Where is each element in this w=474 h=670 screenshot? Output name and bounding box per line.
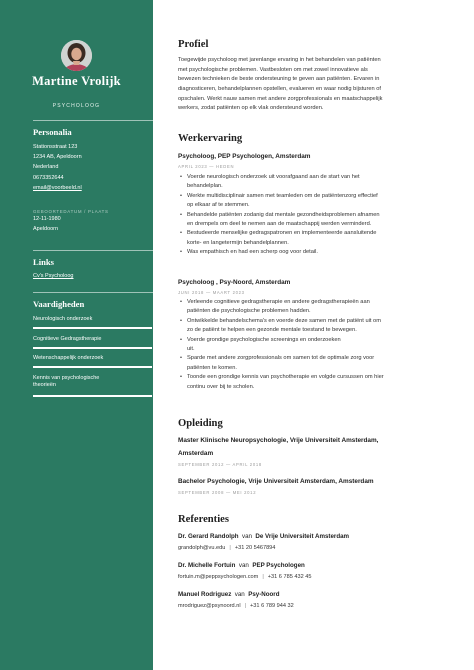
bullet-item	[178, 229, 448, 248]
profile-line: diagnosticeren, behandelplannen opstellen, evalueren en waar nodig bijsturen of	[178, 86, 382, 93]
skill-name: Wetenschappelijk onderzoek	[33, 355, 104, 361]
bullet-item	[178, 317, 448, 336]
bullet-text: Behandelde patiënten zodanig dat mentale gezondheidsproblemen afnamen	[187, 211, 380, 218]
reference-contact: fortuin.m@peppsychologen.com | +31 6 785 432 45	[178, 574, 312, 580]
reference-contact: grandolph@vu.edu | +31 20 5467894	[178, 545, 276, 551]
skill-name: Neurologisch onderzoek	[33, 316, 93, 322]
skills-heading: Vaardigheden	[33, 299, 85, 309]
birth-date: 12-11-1980	[33, 216, 61, 222]
bullet-text: Voerde neurologisch onderzoek uit voorafgaand aan de start van het	[187, 174, 360, 180]
email-link[interactable]: email@voorbeeld.nl	[33, 184, 82, 191]
personal-details	[33, 142, 82, 193]
divider	[33, 250, 153, 251]
reference-phone: +31 6 789 944 32	[250, 603, 294, 609]
skill-level-fill	[33, 366, 152, 368]
bullet-text: continu over bij te scholen.	[187, 383, 255, 390]
bullet-dot-icon: •	[180, 374, 182, 381]
education-title: Master Klinische Neuropsychologie, Vrije Universiteit Amsterdam,	[178, 437, 379, 444]
bullet-item	[178, 248, 448, 257]
skill-level-fill	[33, 327, 152, 329]
reference-phone: +31 20 5467894	[234, 545, 276, 551]
education-dates: SEPTEMBER 2008 — MEI 2012	[178, 490, 257, 495]
bullet-item	[178, 373, 448, 392]
sidebar	[0, 0, 153, 670]
references-heading: Referenties	[178, 514, 229, 525]
address-line: Nederland	[33, 164, 59, 171]
skill-level-fill	[33, 347, 152, 349]
birth-label: GEBOORTEDATUM / PLAATS	[33, 209, 109, 214]
bullet-text: Werkte multidisciplinair samen met teamleden om de patiëntenzorg effectief	[187, 192, 378, 199]
bullet-dot-icon: •	[180, 192, 182, 199]
bullet-text: Was empathisch en had een scherp oog voor detail.	[187, 249, 318, 256]
bullet-item	[178, 298, 448, 317]
bullet-text: zo de patiënt te helpen een gezonde mentale toestand te bewegen.	[187, 327, 357, 334]
reference-email[interactable]: fortuin.m@peppsychologen.com	[178, 574, 259, 580]
bullet-text: patiënten te komen.	[187, 364, 237, 371]
bullet-text: behandelplan.	[187, 183, 223, 190]
bullet-text: Ontwikkelde behandelschema's en voerde deze samen met de patiënt uit om	[187, 317, 381, 324]
bullet-text: patiënten die psychologische problemen hadden.	[187, 308, 311, 315]
divider	[33, 292, 153, 293]
bullet-dot-icon: •	[180, 174, 182, 180]
job-title: Psycholoog, PEP Psychologen, Amsterdam	[178, 153, 311, 160]
skill-level-bar	[33, 327, 152, 329]
education-title: Amsterdam	[178, 450, 214, 457]
birth-details	[33, 214, 61, 234]
profile-line: opschalen. Werkt nauw samen met andere zorgprofessionals en maatschappelijk	[178, 95, 383, 102]
profile-line: bewezen technieken de beste ondersteuning te geven aan patiënten. Ervaren in	[178, 76, 380, 83]
skill-level-bar	[33, 395, 152, 397]
bullet-item	[178, 173, 448, 192]
personalia-heading: Personalia	[33, 127, 72, 137]
reference-name: Manuel Rodriguez van Psy-Noord	[178, 591, 280, 598]
portfolio-link[interactable]: Cv's Psycholoog	[33, 273, 74, 279]
candidate-title: PSYCHOLOOG	[52, 103, 101, 109]
bullet-text: en drempels om deel te nemen aan de maatschappij werden verminderd.	[187, 220, 372, 227]
bullet-text: korte- en langetermijn behandelplannen.	[187, 239, 289, 246]
profile-heading: Profiel	[178, 39, 209, 50]
bullet-dot-icon: •	[180, 211, 182, 218]
person-photo-icon	[61, 40, 92, 71]
bullet-item	[178, 211, 448, 230]
bullet-text: Verleende cognitieve gedragstherapie en andere gedragstherapieën aan	[187, 299, 370, 305]
skill-name: Cognitieve Gedragstherapie	[33, 336, 102, 342]
links-heading: Links	[33, 257, 55, 267]
bullet-item	[178, 336, 448, 355]
avatar	[61, 40, 92, 71]
job-title: Psycholoog , Psy-Noord, Amsterdam	[178, 279, 291, 286]
bullet-text: Sparde met andere zorgprofessionals om samen tot de optimale zorg voor	[187, 355, 375, 362]
bullet-dot-icon: •	[180, 317, 182, 324]
profile-text	[178, 56, 440, 114]
skill-level-bar	[33, 347, 152, 349]
job-bullets	[178, 298, 448, 392]
reference-email[interactable]: mrodriguez@psynoord.nl	[178, 603, 241, 609]
bullet-text: Toonde een grondige kennis van psychotherapie en volgde cursussen om hier	[187, 374, 384, 381]
bullet-dot-icon: •	[180, 230, 182, 237]
bullet-dot-icon: •	[180, 336, 182, 343]
reference-email[interactable]: grandolph@vu.edu	[178, 545, 226, 551]
education-heading: Opleiding	[178, 418, 223, 429]
profile-line: Toegewijde psycholoog met jarenlange ervaring in het behandelen van patiënten	[178, 57, 381, 63]
candidate-name: Martine Vrolijk	[32, 74, 121, 88]
bullet-dot-icon: •	[180, 355, 182, 362]
bullet-text: uit.	[187, 345, 195, 352]
skill-name-line: theorieën	[33, 382, 56, 389]
phone-number: 0673352644	[33, 174, 64, 181]
address-line: 1234 AB, Apeldoorn	[33, 154, 82, 161]
profile-line: werkers, zodat patiënten op elk vlak ondersteund worden.	[178, 105, 324, 112]
bullet-text: Voerde grondige psychologische screenings en onderzoeken	[187, 336, 341, 343]
education-dates: SEPTEMBER 2012 — APRIL 2018	[178, 462, 262, 467]
skill-level-bar	[33, 366, 152, 368]
job-dates: APRIL 2023 — HEDEN	[178, 164, 235, 169]
job-dates: JUNI 2018 — MAART 2023	[178, 290, 245, 295]
bullet-text: op elkaar af te stemmen.	[187, 202, 250, 209]
reference-contact: mrodriguez@psynoord.nl | +31 6 789 944 32	[178, 603, 294, 609]
bullet-item	[178, 192, 448, 211]
divider	[33, 120, 153, 121]
profile-line: met psychologische problemen. Vastbesloten om met zowel innovatieve als	[178, 66, 368, 73]
job-bullets	[178, 173, 448, 258]
skill-level-fill	[33, 395, 152, 397]
birth-place: Apeldoorn	[33, 226, 59, 233]
experience-heading: Werkervaring	[178, 133, 243, 144]
bullet-dot-icon: •	[180, 299, 182, 305]
address-line: Stationsstraat 123	[33, 144, 78, 150]
reference-phone: +31 6 785 432 45	[267, 574, 312, 580]
reference-name: Dr. Michelle Fortuin van PEP Psychologen	[178, 562, 305, 569]
bullet-dot-icon: •	[180, 249, 182, 256]
skill-name	[33, 375, 152, 390]
skill-name-line: Kennis van psychologische	[33, 375, 100, 381]
bullet-item	[178, 354, 448, 373]
reference-name: Dr. Gerard Randolph van De Vrije Universiteit Amsterdam	[178, 533, 350, 540]
education-title: Bachelor Psychologie, Vrije Universiteit Amsterdam, Amsterdam	[178, 478, 374, 485]
bullet-text: Bestudeerde menselijke gedragspatronen en implementeerde aansluitende	[187, 230, 377, 237]
